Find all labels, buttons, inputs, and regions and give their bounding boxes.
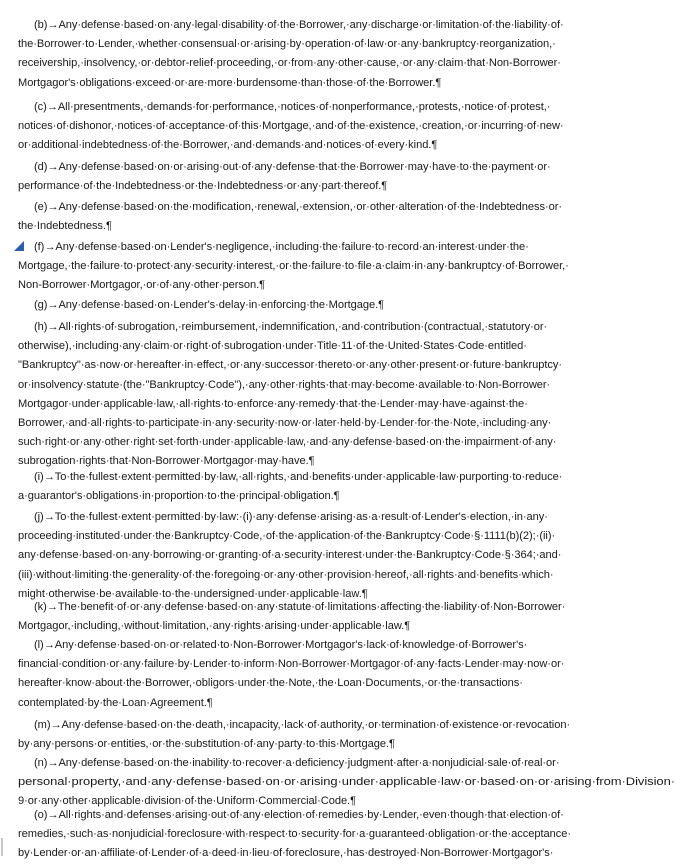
paragraph-line: Mortgagor,·including,·without·limitation,·any·rights·arising·under·applicable·law.¶ xyxy=(18,620,411,633)
paragraph-line: (d)→Any·defense·based·on·or·arising·out·of·any·defense·that·the·Borrower·may·have·to·the·payment·or· xyxy=(34,161,551,173)
paragraph-line: (l)→Any·defense·based·on·or·related·to·Non-Borrower·Mortgagor's·lack·of·knowledge·of·Borrower's· xyxy=(34,639,528,651)
paragraph-line: the·Indebtedness.¶ xyxy=(18,220,112,233)
paragraph-line: (i)→To·the·fullest·extent·permitted·by·law,·all·rights,·and·benefits·under·applicable·law·purporting·to·reduce· xyxy=(34,471,563,483)
paragraph-line: Mortgagor·under·applicable·law,·all·rights·to·enforce·any·remedy·that·the·Lender·may·have·against·the· xyxy=(18,397,528,410)
paragraph-line: contemplated·by·the·Loan·Agreement.¶ xyxy=(18,696,213,709)
paragraph-line: (n)→Any·defense·based·on·the·inability·to·recover·a·deficiency·judgment·after·a·nonjudicial·sale·of·real·or· xyxy=(34,757,560,769)
paragraph-line: 9·or·any·other·applicable·division·of·the·Uniform·Commercial·Code.¶ xyxy=(18,795,357,808)
paragraph-line: (f)→Any·defense·based·on·Lender's·negligence,·including·the·failure·to·record·an·interest·under·the· xyxy=(34,241,529,253)
paragraph-line: Borrower,·and·all·rights·to·participate·in·any·security·now·or·later·held·by·Lender·for·the·Note,·including·any· xyxy=(18,417,552,429)
paragraph-line: (k)→The·benefit·of·or·any·defense·based·on·any·statute·of·limitations·affecting·the·liability·of·Non-Borrower· xyxy=(34,601,566,613)
paragraph-line: or·additional·indebtedness·of·the·Borrower,·and·demands·and·notices·of·every·kind.¶ xyxy=(18,139,438,152)
paragraph-line: might·otherwise·be·available·to·the·undersigned·under·applicable·law.¶ xyxy=(18,587,368,600)
paragraph-line: hereafter·know·about·the·Borrower,·obligors·under·the·Note,·the·Loan·Documents,·or·the·transactions· xyxy=(18,677,523,690)
paragraph-line: notices·of·dishonor,·notices·of·acceptance·of·this·Mortgage,·and·of·the·existence,·creation,·or·incurring·of·new· xyxy=(18,120,564,133)
paragraph-line: or·insolvency·statute·(the·"Bankruptcy·Code"),·any·other·rights·that·may·become·available·to·Non-Borrower· xyxy=(18,378,551,391)
paragraph-line: financial·condition·or·any·failure·by·Lender·to·inform·Non-Borrower·Mortgagor·of·any·facts·Lender·may·now·or· xyxy=(18,658,565,671)
paragraph-line: (b)→Any·defense·based·on·any·legal·disability·of·the·Borrower,·any·discharge·or·limitation·of·the·liability·of· xyxy=(34,19,564,31)
paragraph-line: the·Borrower·to·Lender,·whether·consensual·or·arising·by·operation·of·law·or·any·bankruptcy·reorganization,· xyxy=(18,38,556,51)
paragraph-line: by·any·persons·or·entities,·or·the·substitution·of·any·party·to·this·Mortgage.¶ xyxy=(18,738,395,751)
paragraph-line: performance·of·the·Indebtedness·or·the·Indebtedness·or·any·part·thereof.¶ xyxy=(18,180,388,193)
paragraph-line: subrogation·rights·that·Non-Borrower·Mortgagor·may·have.¶ xyxy=(18,455,315,468)
paragraph-line: such·right·or·any·other·right·set·forth·under·applicable·law,·and·any·defense·based·on·the·impairment·of·any· xyxy=(18,436,557,449)
paragraph-line: (iii)·without·limiting·the·generality·of·the·foregoing·or·any·other·provision·hereof,·all·rights·and·benefits·which· xyxy=(18,568,554,581)
paragraph-line: (j)→To·the·fullest·extent·permitted·by·law:·(i)·any·defense·arising·as·a·result·of·Lender's·election,·in·any· xyxy=(34,511,548,523)
paragraph-line: "Bankruptcy"·as·now·or·hereafter·in·effect,·or·any·successor·thereto·or·any·other·present·or·future·bankruptcy· xyxy=(18,359,563,372)
paragraph-line: (g)→Any·defense·based·on·Lender's·delay·in·enforcing·the·Mortgage.¶ xyxy=(34,299,385,311)
paragraph-line: Mortgage,·the·failure·to·protect·any·security·interest,·or·the·failure·to·file·a·claim·in·any·bankruptcy·of·Borrower,· xyxy=(18,260,569,273)
paragraph-line: (o)→All·rights·and·defenses·arising·out·of·any·election·of·remedies·by·Lender,·even·though·that·election·of· xyxy=(34,809,564,821)
paragraph-line: by·Lender·or·an·affiliate·of·Lender·of·a·deed·in·lieu·of·foreclosure,·has·destroyed·Non-Borrower·Mortgagor's· xyxy=(18,847,554,860)
paragraph-line: (h)→All·rights·of·subrogation,·reimbursement,·indemnification,·and·contribution·(contractual,·statutory·or· xyxy=(34,321,548,333)
paragraph-line: remedies,·such·as·nonjudicial·foreclosure·with·respect·to·security·for·a·guaranteed·obligation·or·the·acceptance· xyxy=(18,828,571,841)
paragraph-line: personal·property,·and·any·defense·based·on·or·arising·under·applicable·law·or·based·on·or·arising·from·Division· xyxy=(18,776,676,789)
paragraph-line: Mortgagor's·obligations·exceed·or·are·more·burdensome·than·those·of·the·Borrower.¶ xyxy=(18,76,442,89)
paragraph-line: (c)→All·presentments,·demands·for·performance,·notices·of·nonperformance,·protests,·notice·of·protest,· xyxy=(34,101,551,113)
paragraph-line: Non-Borrower·Mortgagor,·or·of·any·other·person.¶ xyxy=(18,279,266,292)
paragraph-line: otherwise),·including·any·claim·or·right·of·subrogation·under·Title·11·of·the·United·States·Code·entitled· xyxy=(18,340,527,353)
paragraph-line: (m)→Any·defense·based·on·the·death,·incapacity,·lack·of·authority,·or·termination·of·existence·or·revocation· xyxy=(34,719,571,731)
paragraph-line: (e)→Any·defense·based·on·the·modification,·renewal,·extension,·or·other·alteration·of·the·Indebtedness·or· xyxy=(34,201,563,213)
paragraph-line: a·guarantor's·obligations·in·proportion·to·the·principal·obligation.¶ xyxy=(18,490,340,503)
margin-edge-mark xyxy=(1,838,3,856)
paragraph-line: receivership,·insolvency,·or·debtor-relief·proceeding,·or·from·any·other·cause,·or·any·claim·that·Non-Borrower· xyxy=(18,57,561,70)
paragraph-line: proceeding·instituted·under·the·Bankruptcy·Code,·of·the·application·of·the·Bankruptcy·Code·§·1111(b)(2);·(ii)· xyxy=(18,530,556,543)
paragraph-line: any·defense·based·on·any·borrowing·or·granting·of·a·security·interest·under·the·Bankruptcy·Code·§·364;·and· xyxy=(18,549,562,562)
triangle-marker-icon xyxy=(13,240,25,252)
